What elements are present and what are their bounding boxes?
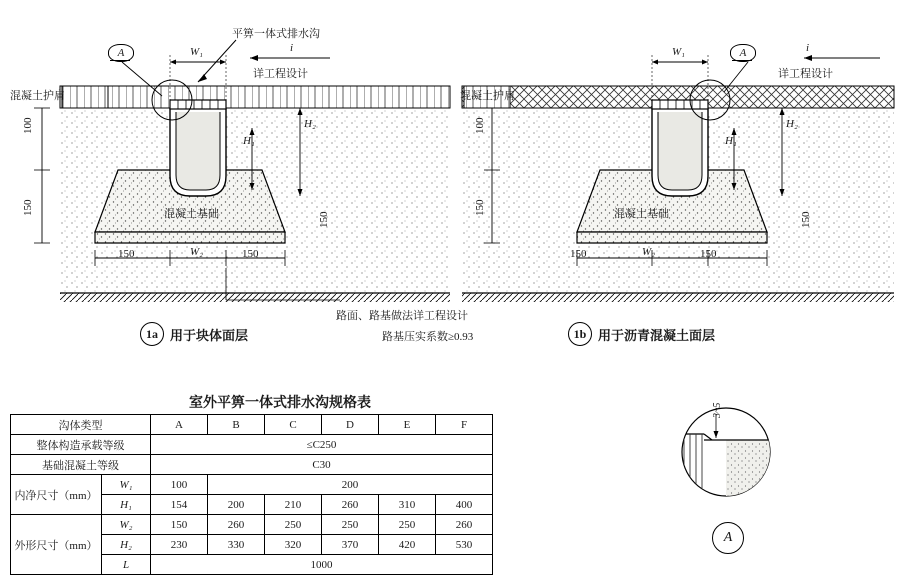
detail-a-drawing [660,400,810,510]
cell-h2-e: 420 [379,535,436,555]
left-slope-note: 详工程设计 [253,68,308,80]
detail-a-marker-letter: A [723,530,733,545]
left-slope-symbol: i [290,42,294,54]
table-row [11,475,493,495]
right-section-marker-rule [732,60,752,61]
right-section-marker-letter: A [739,47,747,59]
th-d: D [322,415,379,435]
table-title: 室外平箅一体式排水沟规格表 [189,396,371,411]
right-dim-100: 100 [474,117,486,134]
th-f: F [436,415,493,435]
cell-w2-c: 250 [265,515,322,535]
cell-h1-a: 154 [151,495,208,515]
right-dim-150-b: 150 [800,211,812,228]
cell-h1-c: 210 [265,495,322,515]
left-h2-label: H₂ [304,118,316,130]
cell-w1-a: 100 [151,475,208,495]
cell-w2-d: 250 [322,515,379,535]
cell-w2-f: 260 [436,515,493,535]
cell-h1-e: 310 [379,495,436,515]
cell-h2-f: 530 [436,535,493,555]
left-base-dim-left: 150 [118,248,135,260]
detail-a-dimension: 3~5 [712,402,723,418]
th-type: 沟体类型 [11,415,151,435]
table-row [11,435,493,455]
right-base-label: 混凝土基础 [614,208,669,220]
table-row [11,515,493,535]
cell-h1-b: 200 [208,495,265,515]
cell-h2-d: 370 [322,535,379,555]
right-slope-note: 详工程设计 [778,68,833,80]
left-shoulder-label: 混凝土护肩 [10,90,65,102]
row-label-concrete: 基础混凝土等级 [11,455,151,475]
right-h1-label: H₁ [725,135,737,147]
row-label-outer: 外形尺寸（mm） [11,515,102,575]
right-dim-150-a: 150 [474,199,486,216]
left-w1-label: W₁ [190,46,203,58]
row-sublabel-w2: W₂ [102,515,151,535]
left-section-drawing [0,0,460,320]
row-sublabel-h1: H₁ [102,495,151,515]
row-value-bearing: ≤C250 [151,435,493,455]
cell-w2-a: 150 [151,515,208,535]
left-section-marker-letter: A [117,47,125,59]
left-caption-number: 1a [140,322,164,346]
left-note-line2: 路基压实系数≥0.93 [382,331,474,343]
left-base-dim-right: 150 [242,248,259,260]
detail-a-marker [712,522,744,554]
row-label-inner: 内净尺寸（mm） [11,475,102,515]
left-dim-100: 100 [22,117,34,134]
left-base-label: 混凝土基础 [164,208,219,220]
right-w2-label: W₂ [642,246,655,258]
th-a: A [151,415,208,435]
right-h2-label: H₂ [786,118,798,130]
left-section-marker-rule [110,60,130,61]
right-base-dim-left: 150 [570,248,587,260]
table-header-row [11,415,493,435]
left-note-line1: 路面、路基做法详工程设计 [336,310,468,322]
right-caption [568,322,715,346]
cell-h1-f: 400 [436,495,493,515]
right-caption-number: 1b [568,322,592,346]
row-sublabel-l: L [102,555,151,575]
left-w2-label: W₂ [190,246,203,258]
row-sublabel-w1: W₁ [102,475,151,495]
left-callout-label: 平箅一体式排水沟 [232,28,320,40]
right-shoulder-label: 混凝土护肩 [460,90,515,102]
cell-w1-rest: 200 [208,475,493,495]
cell-w2-b: 260 [208,515,265,535]
row-label-bearing: 整体构造承载等级 [11,435,151,455]
right-slope-symbol: i [806,42,810,54]
cell-h2-c: 320 [265,535,322,555]
right-w1-label: W₁ [672,46,685,58]
th-c: C [265,415,322,435]
cell-h2-a: 230 [151,535,208,555]
left-h1-label: H₁ [243,135,255,147]
left-caption [140,322,248,346]
cell-w2-e: 250 [379,515,436,535]
table-row [11,455,493,475]
left-caption-text: 用于块体面层 [170,327,249,343]
th-b: B [208,415,265,435]
right-caption-text: 用于沥青混凝土面层 [598,327,716,343]
spec-table [10,414,493,575]
left-dim-150-a: 150 [22,199,34,216]
row-value-concrete: C30 [151,455,493,475]
cell-h1-d: 260 [322,495,379,515]
right-base-dim-right: 150 [700,248,717,260]
cell-h2-b: 330 [208,535,265,555]
th-e: E [379,415,436,435]
cell-l-span: 1000 [151,555,493,575]
left-dim-150-b: 150 [318,211,330,228]
row-sublabel-h2: H₂ [102,535,151,555]
